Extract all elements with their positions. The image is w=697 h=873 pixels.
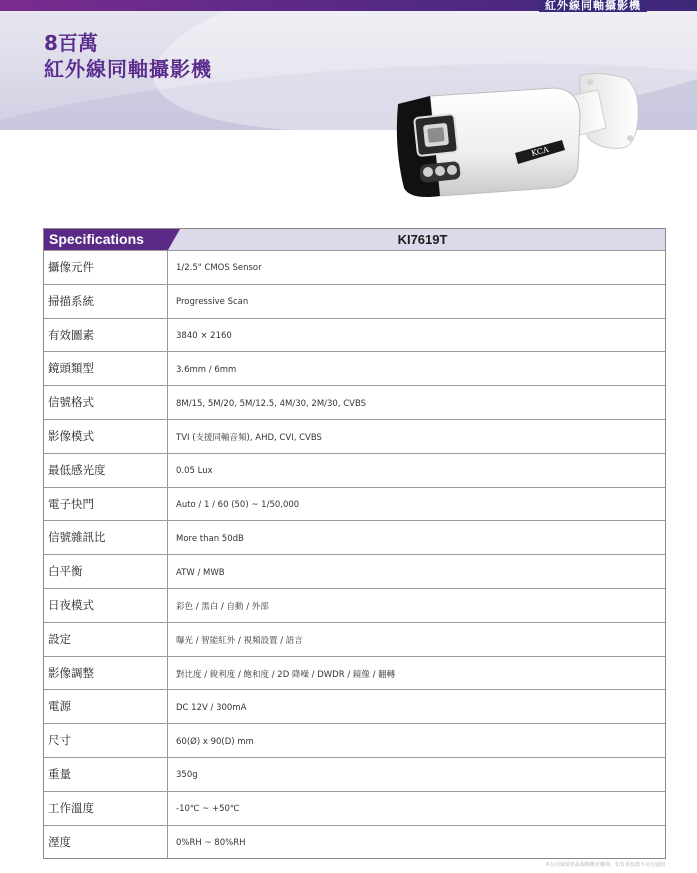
spec-row-label: 設定 <box>44 623 168 656</box>
spec-row <box>44 554 665 588</box>
spec-row-label: 電源 <box>44 690 168 723</box>
spec-row-value: ATW / MWB <box>176 567 225 578</box>
page-title-product: 紅外線同軸攝影機 <box>44 57 212 81</box>
spec-row-value: 350g <box>176 770 198 781</box>
spec-row-value: 彩色 / 黑白 / 自動 / 外部 <box>176 602 269 613</box>
spec-row-label: 攝像元件 <box>44 251 168 284</box>
spec-row-label: 重量 <box>44 758 168 791</box>
spec-row-label: 影像模式 <box>44 420 168 453</box>
page-title-resolution: 8百萬 <box>44 31 98 55</box>
spec-header-label: Specifications <box>44 229 168 250</box>
spec-row <box>44 689 665 723</box>
camera-product-image <box>390 68 650 213</box>
spec-row-label: 影像調整 <box>44 657 168 690</box>
spec-row <box>44 351 665 385</box>
spec-row-value: 8M/15, 5M/20, 5M/12.5, 4M/30, 2M/30, CVBS <box>176 398 367 409</box>
spec-row <box>44 791 665 825</box>
spec-row-label: 信號雜訊比 <box>44 521 168 554</box>
spec-row-label: 鏡頭類型 <box>44 352 168 385</box>
spec-row <box>44 419 665 453</box>
spec-row-value: 0.05 Lux <box>176 466 213 477</box>
spec-row-label: 信號格式 <box>44 386 168 419</box>
spec-row <box>44 453 665 487</box>
spec-rows <box>44 250 665 858</box>
spec-row-label: 白平衡 <box>44 555 168 588</box>
spec-row <box>44 622 665 656</box>
spec-row-label: 工作溫度 <box>44 792 168 825</box>
specifications-table <box>43 228 666 859</box>
spec-row-value: 1/2.5" CMOS Sensor <box>176 263 262 274</box>
spec-row-value: 曝光 / 智能紅外 / 視頻設置 / 語言 <box>176 636 303 647</box>
spec-model-number: KI7619T <box>168 229 665 250</box>
spec-row <box>44 284 665 318</box>
spec-row-label: 掃描系統 <box>44 285 168 318</box>
spec-row-value: DC 12V / 300mA <box>176 702 247 713</box>
spec-row <box>44 723 665 757</box>
spec-row <box>44 656 665 690</box>
footer-disclaimer: 本公司保留產品規格變更權利，如有更改恕不另行通知 <box>544 862 665 868</box>
spec-row-value: 3840 × 2160 <box>176 330 232 341</box>
spec-row-value: 對比度 / 銳利度 / 飽和度 / 2D 降噪 / DWDR / 鏡像 / 翻轉 <box>176 669 396 680</box>
spec-table-header <box>44 229 665 250</box>
spec-row <box>44 825 665 859</box>
spec-row-label: 尺寸 <box>44 724 168 757</box>
spec-row-value: 60(Ø) x 90(D) mm <box>176 736 254 747</box>
spec-row <box>44 250 665 284</box>
bullet-camera-icon <box>390 68 650 213</box>
spec-row-label: 日夜模式 <box>44 589 168 622</box>
spec-row-label: 電子快門 <box>44 488 168 521</box>
brand-logo-text: KCA <box>530 144 550 158</box>
spec-row <box>44 588 665 622</box>
spec-row-value: Auto / 1 / 60 (50) ~ 1/50,000 <box>176 499 300 510</box>
spec-row-value: More than 50dB <box>176 533 244 544</box>
spec-row <box>44 520 665 554</box>
spec-row <box>44 757 665 791</box>
spec-row-value: 0%RH ~ 80%RH <box>176 837 246 848</box>
spec-row <box>44 487 665 521</box>
spec-row-label: 有效圖素 <box>44 319 168 352</box>
spec-row-label: 最低感光度 <box>44 454 168 487</box>
spec-row-label: 溼度 <box>44 826 168 859</box>
spec-row-value: Progressive Scan <box>176 297 249 308</box>
spec-row-value: TVI (支援同軸音頻), AHD, CVI, CVBS <box>176 433 322 444</box>
spec-row-value: 3.6mm / 6mm <box>176 364 237 375</box>
spec-row <box>44 318 665 352</box>
spec-row-value: -10℃ ~ +50℃ <box>176 804 240 815</box>
spec-row <box>44 385 665 419</box>
header-category-tag: 紅外線同軸攝影機 <box>539 0 647 12</box>
